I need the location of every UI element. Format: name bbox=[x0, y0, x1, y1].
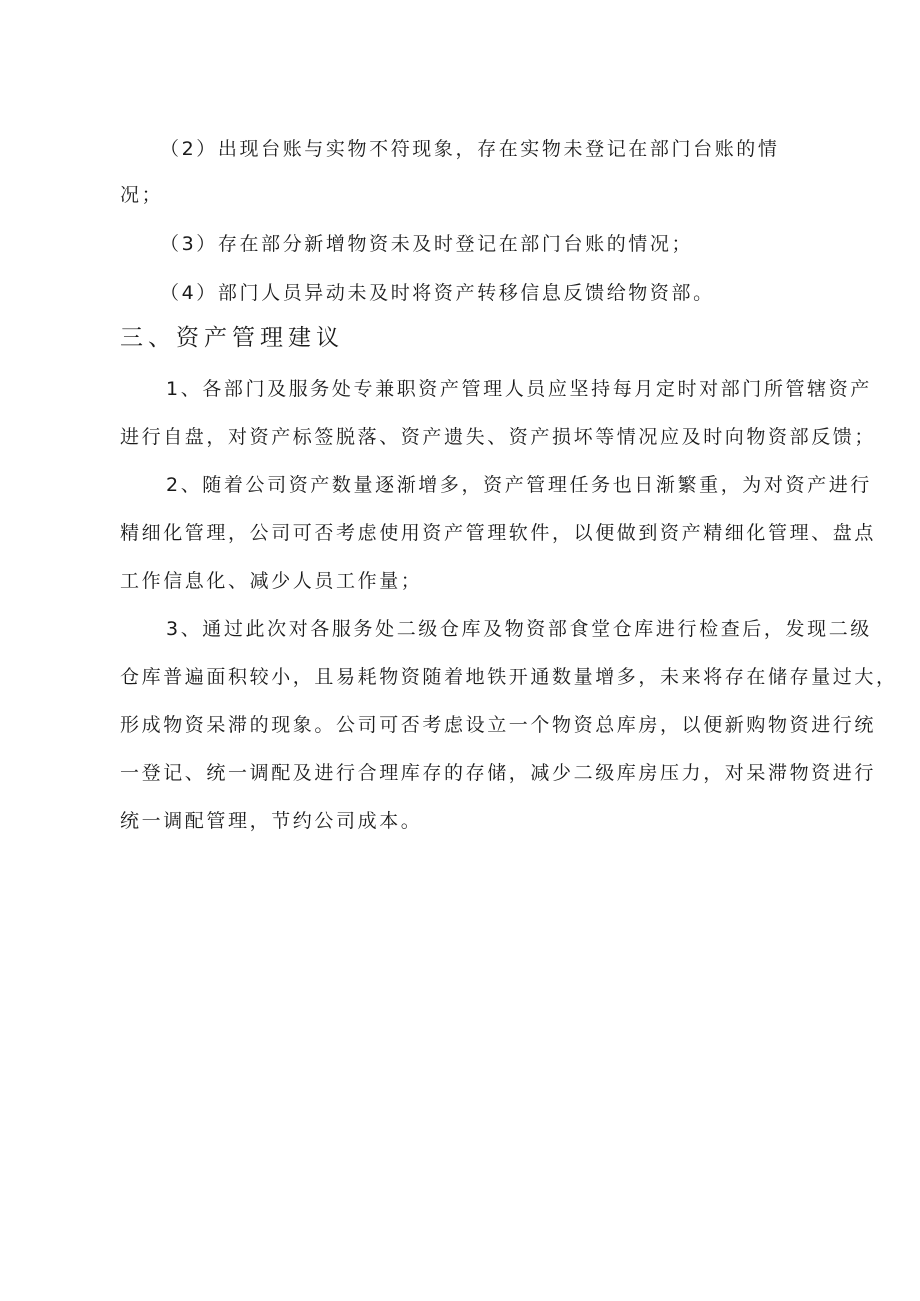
suggestion-3-line-5: 统一调配管理，节约公司成本。 bbox=[120, 810, 423, 832]
suggestion-2-line-2: 精细化管理，公司可否考虑使用资产管理软件，以便做到资产精细化管理、盘点 bbox=[120, 522, 877, 544]
issue-item-4: （4）部门人员异动未及时将资产转移信息反馈给物资部。 bbox=[160, 282, 715, 304]
suggestion-1-line-1: 1、各部门及服务处专兼职资产管理人员应坚持每月定时对部门所管辖资产 bbox=[166, 378, 872, 400]
issue-item-2-line-2: 况； bbox=[120, 184, 164, 206]
suggestion-3-line-1: 3、通过此次对各服务处二级仓库及物资部食堂仓库进行检查后，发现二级 bbox=[166, 618, 872, 640]
suggestion-1-line-2: 进行自盘，对资产标签脱落、资产遗失、资产损坏等情况应及时向物资部反馈； bbox=[120, 426, 877, 448]
suggestion-2-line-1: 2、随着公司资产数量逐渐增多，资产管理任务也日渐繁重，为对资产进行 bbox=[166, 474, 872, 496]
suggestion-3-line-2: 仓库普遍面积较小，且易耗物资随着地铁开通数量增多，未来将存在储存量过大， bbox=[120, 666, 898, 688]
suggestion-3-line-4: 一登记、统一调配及进行合理库存的存储，减少二级库房压力，对呆滞物资进行 bbox=[120, 762, 877, 784]
section-heading: 三、资产管理建议 bbox=[120, 325, 344, 351]
issue-item-2-line-1: （2）出现台账与实物不符现象，存在实物未登记在部门台账的情 bbox=[160, 138, 780, 160]
suggestion-3-line-3: 形成物资呆滞的现象。公司可否考虑设立一个物资总库房，以便新购物资进行统 bbox=[120, 714, 877, 736]
suggestion-2-line-3: 工作信息化、减少人员工作量； bbox=[120, 570, 423, 592]
issue-item-3: （3）存在部分新增物资未及时登记在部门台账的情况； bbox=[160, 233, 694, 255]
